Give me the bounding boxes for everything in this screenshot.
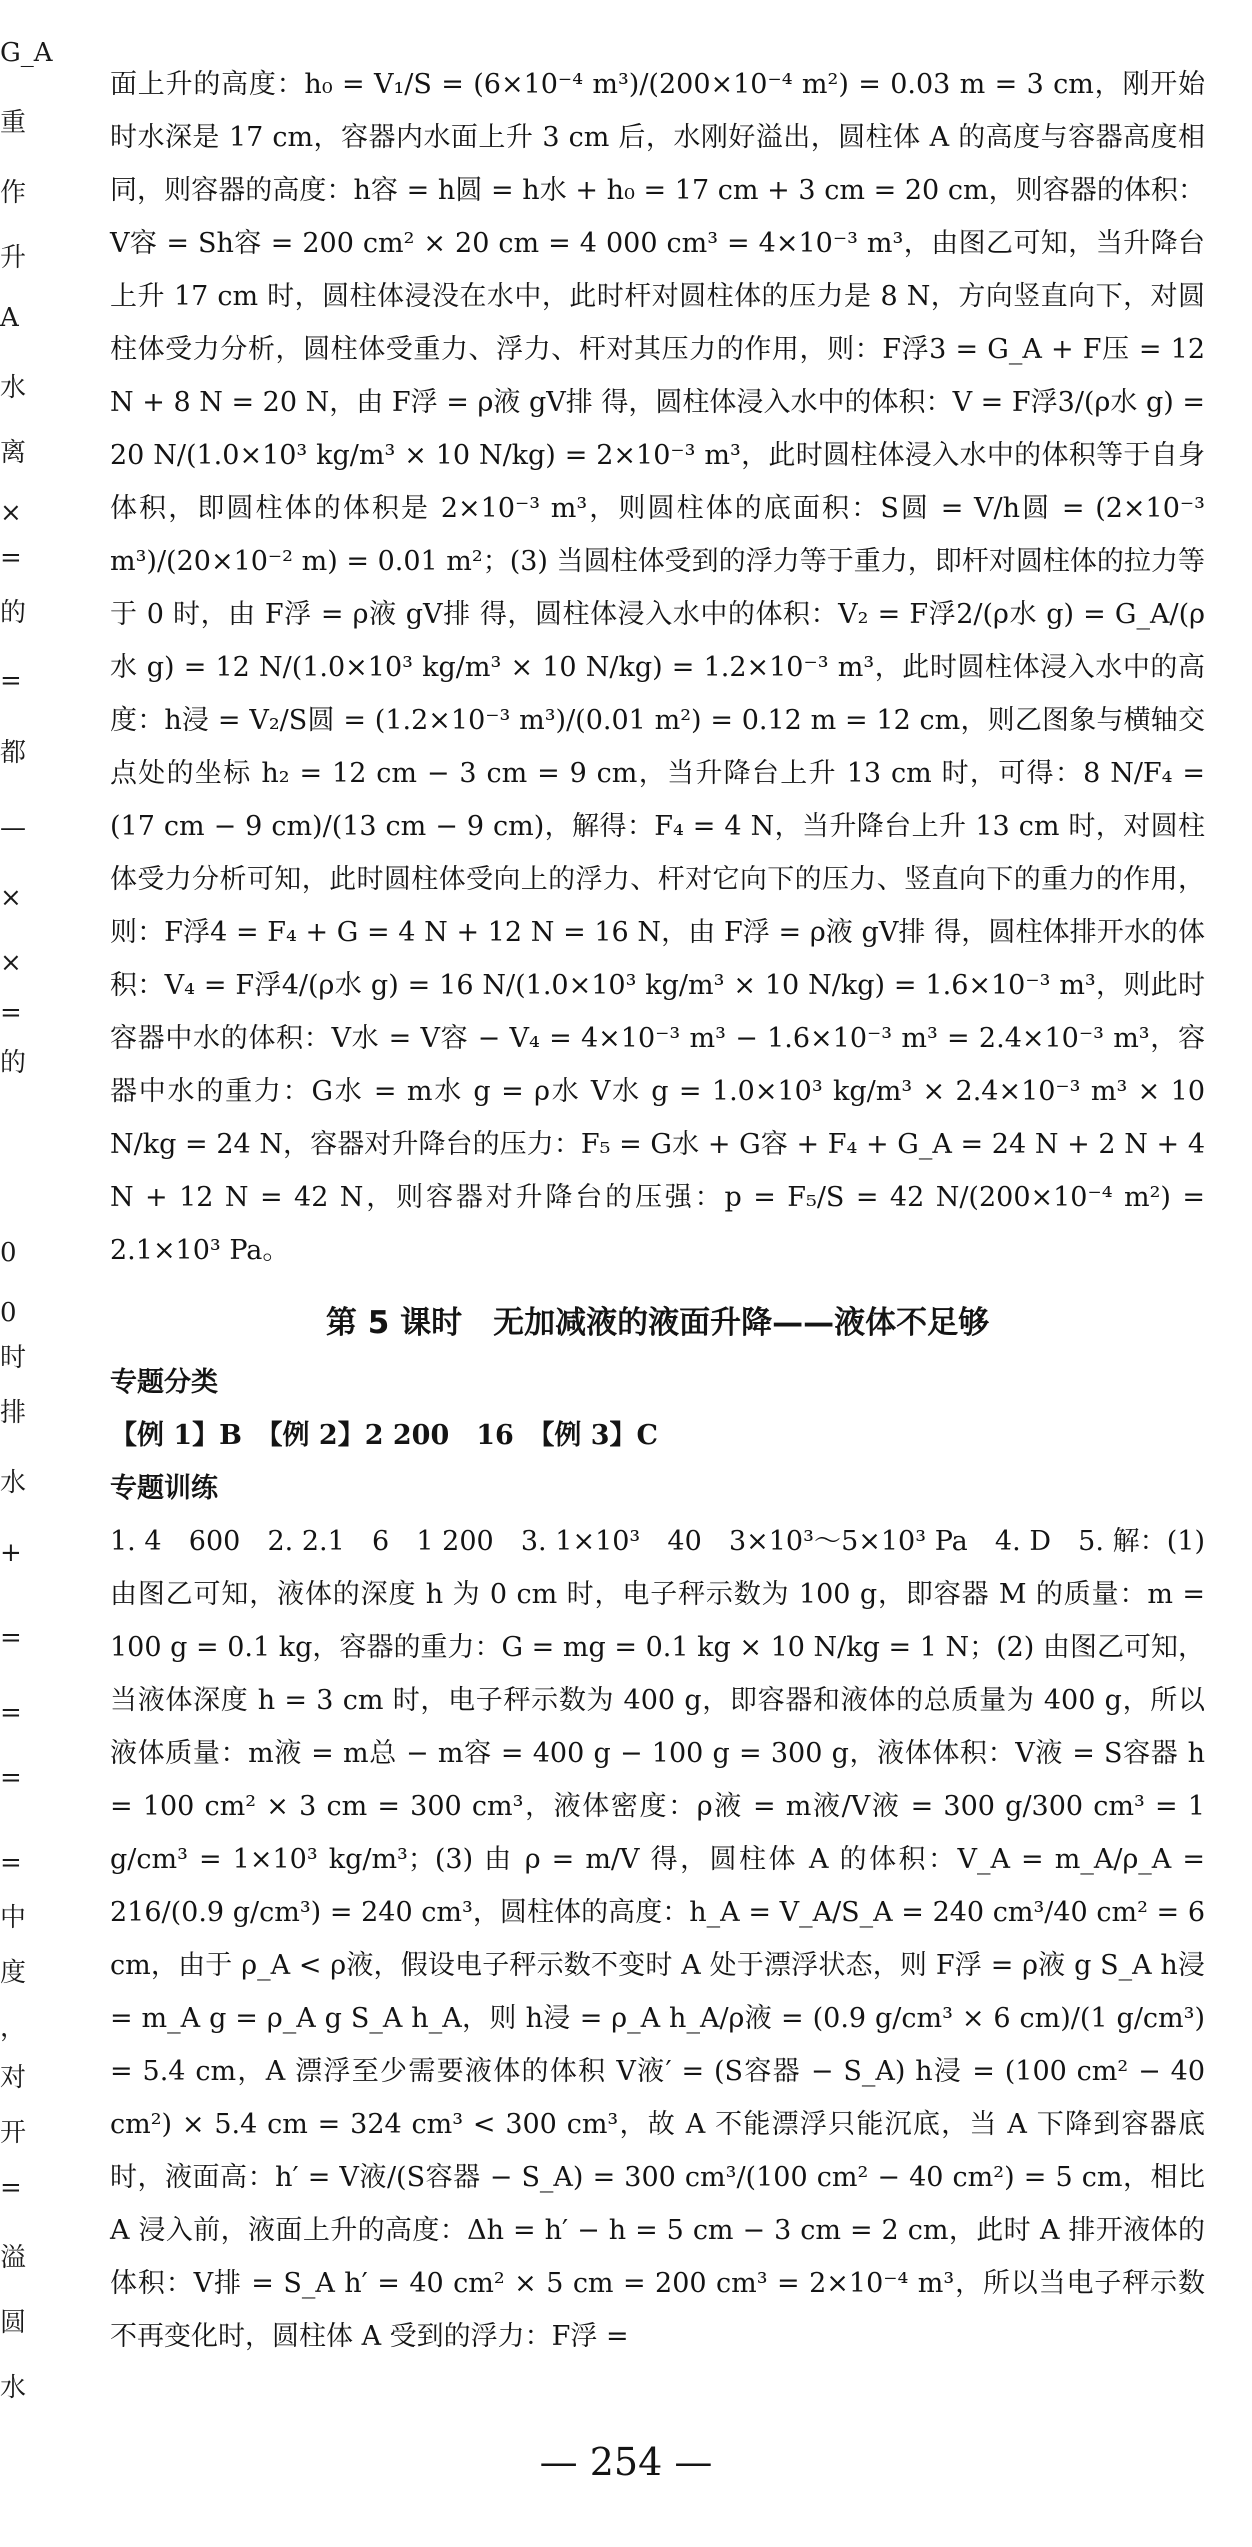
lesson-title: 第 5 课时 无加减液的液面升降——液体不足够 [325, 1305, 990, 1341]
margin-fragment: + [0, 1538, 22, 1568]
section-heading-training: 专题训练 [110, 1473, 218, 1504]
margin-fragment: 水 [0, 373, 27, 403]
solution-continuation-paragraph: 面上升的高度：h₀ = V₁/S = (6×10⁻⁴ m³)/(200×10⁻⁴ m²) = 0.03 m = 3 cm，刚开始时水深是 17 cm，容器内水面上升 3 cm 后，水刚好溢出，圆柱体 A 的高度与容器高度相同，则容器的高度：h容 = h圆 = h水 + h₀ = 17 cm + 3 cm = 20 cm，则容器的体积：V容 = Sh容 = 200 cm² × 20 cm = 4 000 cm³ = 4×10⁻³ m³，由图乙可知，当升降台上升 17 cm 时，圆柱体浸没在水中，此时杆对圆柱体的压力是 8 N，方向竖直向下，对圆柱体受力分析，圆柱体受重力、浮力、杆对其压力的作用，则：F浮3 = G_A + F压 = 12 N + 8 N = 20 N，由 F浮 = ρ液 gV排 得，圆柱体浸入水中的体积：V = F浮3/(ρ水 g) = 20 N/(1.0×10³ kg/m³ × 10 N/kg) = 2×10⁻³ m³，此时圆柱体浸入水中的体积等于自身体积，即圆柱体的体积是 2×10⁻³ m³，则圆柱体的底面积：S圆 = V/h圆 = (2×10⁻³ m³)/(20×10⁻² m) = 0.01 m²；(3) 当圆柱体受到的浮力等于重力，即杆对圆柱体的拉力等于 0 时，由 F浮 = ρ液 gV排 得，圆柱体浸入水中的体积：V₂ = F浮2/(ρ水 g) = G_A/(ρ水 g) = 12 N/(1.0×10³ kg/m³ × 10 N/kg) = 1.2×10⁻³ m³，此时圆柱体浸入水中的高度：h浸 = V₂/S圆 = (1.2×10⁻³ m³)/(0.01 m²) = 0.12 m = 12 cm，则乙图象与横轴交点处的坐标 h₂ = 12 cm − 3 cm = 9 cm，当升降台上升 13 cm 时，可得：8 N/F₄ = (17 cm − 9 cm)/(13 cm − 9 cm)，解得：F₄ = 4 N，当升降台上升 13 cm 时，对圆柱体受力分析可知，此时圆柱体受向上的浮力、杆对它向下的压力、竖直向下的重力的作用，则：F浮4 = F₄ + G = 4 N + 12 N = 16 N，由 F浮 = ρ液 gV排 得，圆柱体排开水的体积：V₄ = F浮4/(ρ水 g) = 16 N/(1.0×10³ kg/m³ × 10 N/kg) = 1.6×10⁻³ m³，则此时容器中水的体积：V水 = V容 − V₄ = 4×10⁻³ m³ − 1.6×10⁻³ m³ = 2.4×10⁻³ m³，容器中水的重力：G水 = m水 g = ρ水 V水 g = 1.0×10³ kg/m³ × 2.4×10⁻³ m³ × 10 N/kg = 24 N，容器对升降台的压力：F₅ = G水 + G容 + F₄ + G_A = 24 N + 2 N + 4 N + 12 N = 42 N，则容器对升降台的压强：p = F₅/S = 42 N/(200×10⁻⁴ m²) = 2.1×10³ Pa。 [110, 69, 1205, 1266]
margin-fragment: 升 [0, 243, 27, 273]
margin-fragment: — [0, 813, 26, 843]
margin-fragment: 溢 [0, 2243, 27, 2273]
training-answers-paragraph: 1. 4 600 2. 2.1 6 1 200 3. 1×10³ 40 3×10³～5×10³ Pa 4. D 5. 解：(1) 由图乙可知，液体的深度 h 为 0 cm 时，电子秤示数为 100 g，即容器 M 的质量：m = 100 g = 0.1 kg，容器的重力：G = mg = 0.1 kg × 10 N/kg = 1 N；(2) 由图乙可知，当液体深度 h = 3 cm 时，电子秤示数为 400 g，即容器和液体的总质量为 400 g，所以液体质量：m液 = m总 − m容 = 400 g − 100 g = 300 g，液体体积：V液 = S容器 h = 100 cm² × 3 cm = 300 cm³，液体密度：ρ液 = m液/V液 = 300 g/300 cm³ = 1 g/cm³ = 1×10³ kg/m³；(3) 由 ρ = m/V 得，圆柱体 A 的体积：V_A = m_A/ρ_A = 216/(0.9 g/cm³) = 240 cm³，圆柱体的高度：h_A = V_A/S_A = 240 cm³/40 cm² = 6 cm，由于 ρ_A < ρ液，假设电子秤示数不变时 A 处于漂浮状态，则 F浮 = ρ液 g S_A h浸 = m_A g = ρ_A g S_A h_A，则 h浸 = ρ_A h_A/ρ液 = (0.9 g/cm³ × 6 cm)/(1 g/cm³) = 5.4 cm，A 漂浮至少需要液体的体积 V液′ = (S容器 − S_A) h浸 = (100 cm² − 40 cm²) × 5.4 cm = 324 cm³ < 300 cm³，故 A 不能漂浮只能沉底，当 A 下降到容器底时，液面高：h′ = V液/(S容器 − S_A) = 300 cm³/(100 cm² − 40 cm²) = 5 cm，相比 A 浸入前，液面上升的高度：Δh = h′ − h = 5 cm − 3 cm = 2 cm，此时 A 排开液体的体积：V排 = S_A h′ = 40 cm² × 5 cm = 200 cm³ = 2×10⁻⁴ m³，所以当电子秤示数不再变化时，圆柱体 A 受到的浮力：F浮 = [110, 1526, 1205, 2352]
margin-fragment: 中 [0, 1903, 27, 1933]
margin-fragment: ， [0, 2013, 27, 2043]
margin-fragment: 0 [0, 1238, 17, 1268]
margin-fragment: 开 [0, 2118, 27, 2148]
page-number: — 254 — [539, 2440, 713, 2484]
examples-answers: 【例 1】B 【例 2】2 200 16 【例 3】C [110, 1420, 658, 1451]
margin-fragment: 时 [0, 1343, 27, 1373]
margin-fragment: 水 [0, 2373, 27, 2403]
margin-fragment: 都 [0, 738, 27, 768]
margin-fragment: 0 [0, 1298, 17, 1328]
margin-fragment: = [0, 1763, 22, 1793]
margin-fragment: 的 [0, 1048, 27, 1078]
section-heading-classification: 专题分类 [110, 1367, 218, 1398]
margin-fragment: A [0, 303, 19, 333]
margin-fragment: 的 [0, 598, 27, 628]
margin-fragment: 重 [0, 108, 27, 138]
margin-fragment: G_A [0, 38, 53, 68]
margin-fragment: = [0, 543, 22, 573]
margin-fragment: × [0, 498, 22, 528]
margin-fragment: = [0, 1698, 22, 1728]
margin-fragment: 度 [0, 1958, 27, 1988]
margin-fragment: 水 [0, 1468, 27, 1498]
margin-fragment: 离 [0, 438, 27, 468]
margin-fragment: 排 [0, 1398, 27, 1428]
margin-fragment: = [0, 666, 22, 696]
margin-fragment: = [0, 998, 22, 1028]
margin-fragment: = [0, 1623, 22, 1653]
page-content [110, 58, 1205, 2363]
margin-fragment: = [0, 1848, 22, 1878]
margin-fragment: = [0, 2173, 22, 2203]
margin-fragment: × [0, 883, 22, 913]
margin-fragment: × [0, 948, 22, 978]
margin-fragment: 圆 [0, 2308, 27, 2338]
margin-fragment: 作 [0, 178, 27, 208]
margin-fragment: 对 [0, 2063, 27, 2093]
left-margin-fragments [0, 0, 53, 2547]
